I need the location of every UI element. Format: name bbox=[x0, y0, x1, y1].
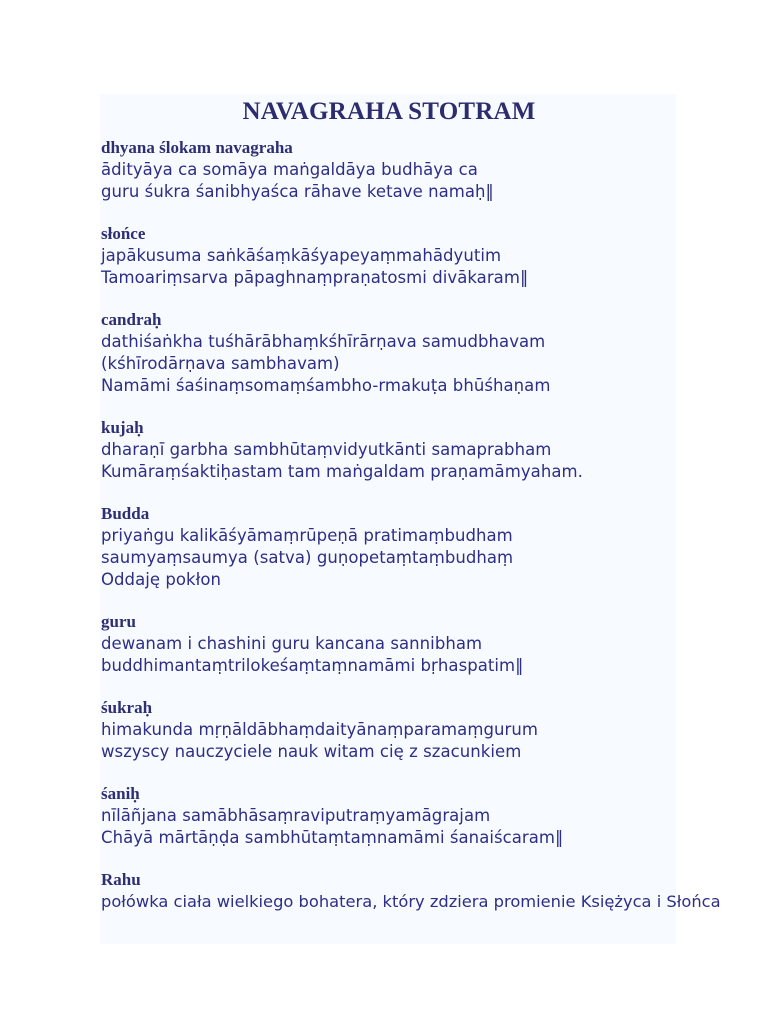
section-guru bbox=[101, 611, 768, 677]
verse-line: himakunda mṛṇāldābhaṃdaityānaṃparamaṃgurum bbox=[101, 720, 538, 739]
section-heading: śaniḥ bbox=[101, 784, 140, 803]
section-slonce bbox=[101, 223, 768, 289]
section-heading: kujaḥ bbox=[101, 418, 144, 437]
section-heading: Budda bbox=[101, 504, 150, 523]
document-title: NAVAGRAHA STOTRAM bbox=[242, 98, 536, 125]
verse-line: Kumāraṃśaktiḥastam tam maṅgaldam praṇamāmyaham. bbox=[101, 462, 583, 481]
verse-line: buddhimantaṃtrilokeśaṃtaṃnamāmi bṛhaspatim‖ bbox=[101, 656, 524, 675]
verse-line: Chāyā mārtāṇḍa sambhūtaṃtaṃnamāmi śanaiścaram‖ bbox=[101, 828, 564, 847]
section-heading: słońce bbox=[101, 224, 146, 243]
verse-line: japākusuma saṅkāśaṃkāśyapeyaṃmahādyutim bbox=[101, 246, 502, 265]
section-candrah bbox=[101, 309, 768, 397]
section-dhyana-slokam bbox=[101, 137, 768, 203]
verse-line: guru śukra śanibhyaśca rāhave ketave namaḥ‖ bbox=[101, 182, 494, 201]
verse-line: wszyscy nauczyciele nauk witam cię z szacunkiem bbox=[101, 742, 522, 761]
verse-line: dathiśaṅkha tuśhārābhaṃkśhīrārṇava samudbhavam bbox=[101, 332, 546, 351]
section-sukrah bbox=[101, 697, 768, 763]
verse-line: Oddaję pokłon bbox=[101, 570, 222, 589]
section-heading: guru bbox=[101, 612, 136, 631]
document-content bbox=[101, 94, 768, 913]
section-sanih bbox=[101, 783, 768, 849]
verse-line: połówka ciała wielkiego bohatera, który zdziera promienie Księżyca i Słońca bbox=[101, 892, 721, 911]
verse-line: nīlāñjana samābhāsaṃraviputraṃyamāgrajam bbox=[101, 806, 491, 825]
section-rahu bbox=[101, 869, 768, 913]
verse-line: Tamoariṃsarva pāpaghnaṃpraṇatosmi divākaram‖ bbox=[101, 268, 529, 287]
verse-line: dharaṇī garbha sambhūtaṃvidyutkānti samaprabham bbox=[101, 440, 552, 459]
section-heading: dhyana ślokam navagraha bbox=[101, 138, 293, 157]
verse-line: dewanam i chashini guru kancana sannibham bbox=[101, 634, 483, 653]
section-kujah bbox=[101, 417, 768, 483]
section-heading: candraḥ bbox=[101, 310, 162, 329]
section-heading: śukraḥ bbox=[101, 698, 153, 717]
verse-line: priyaṅgu kalikāśyāmaṃrūpeṇā pratimaṃbudham bbox=[101, 526, 513, 545]
verse-line: Namāmi śaśinaṃsomaṃśambho-rmakuṭa bhūśhaṇam bbox=[101, 376, 551, 395]
verse-line: ādityāya ca somāya maṅgaldāya budhāya ca bbox=[101, 160, 478, 179]
verse-line: saumyaṃsaumya (satva) guṇopetaṃtaṃbudhaṃ bbox=[101, 548, 514, 567]
verse-line: (kśhīrodārṇava sambhavam) bbox=[101, 354, 340, 373]
section-heading: Rahu bbox=[101, 870, 141, 889]
section-budda bbox=[101, 503, 768, 591]
